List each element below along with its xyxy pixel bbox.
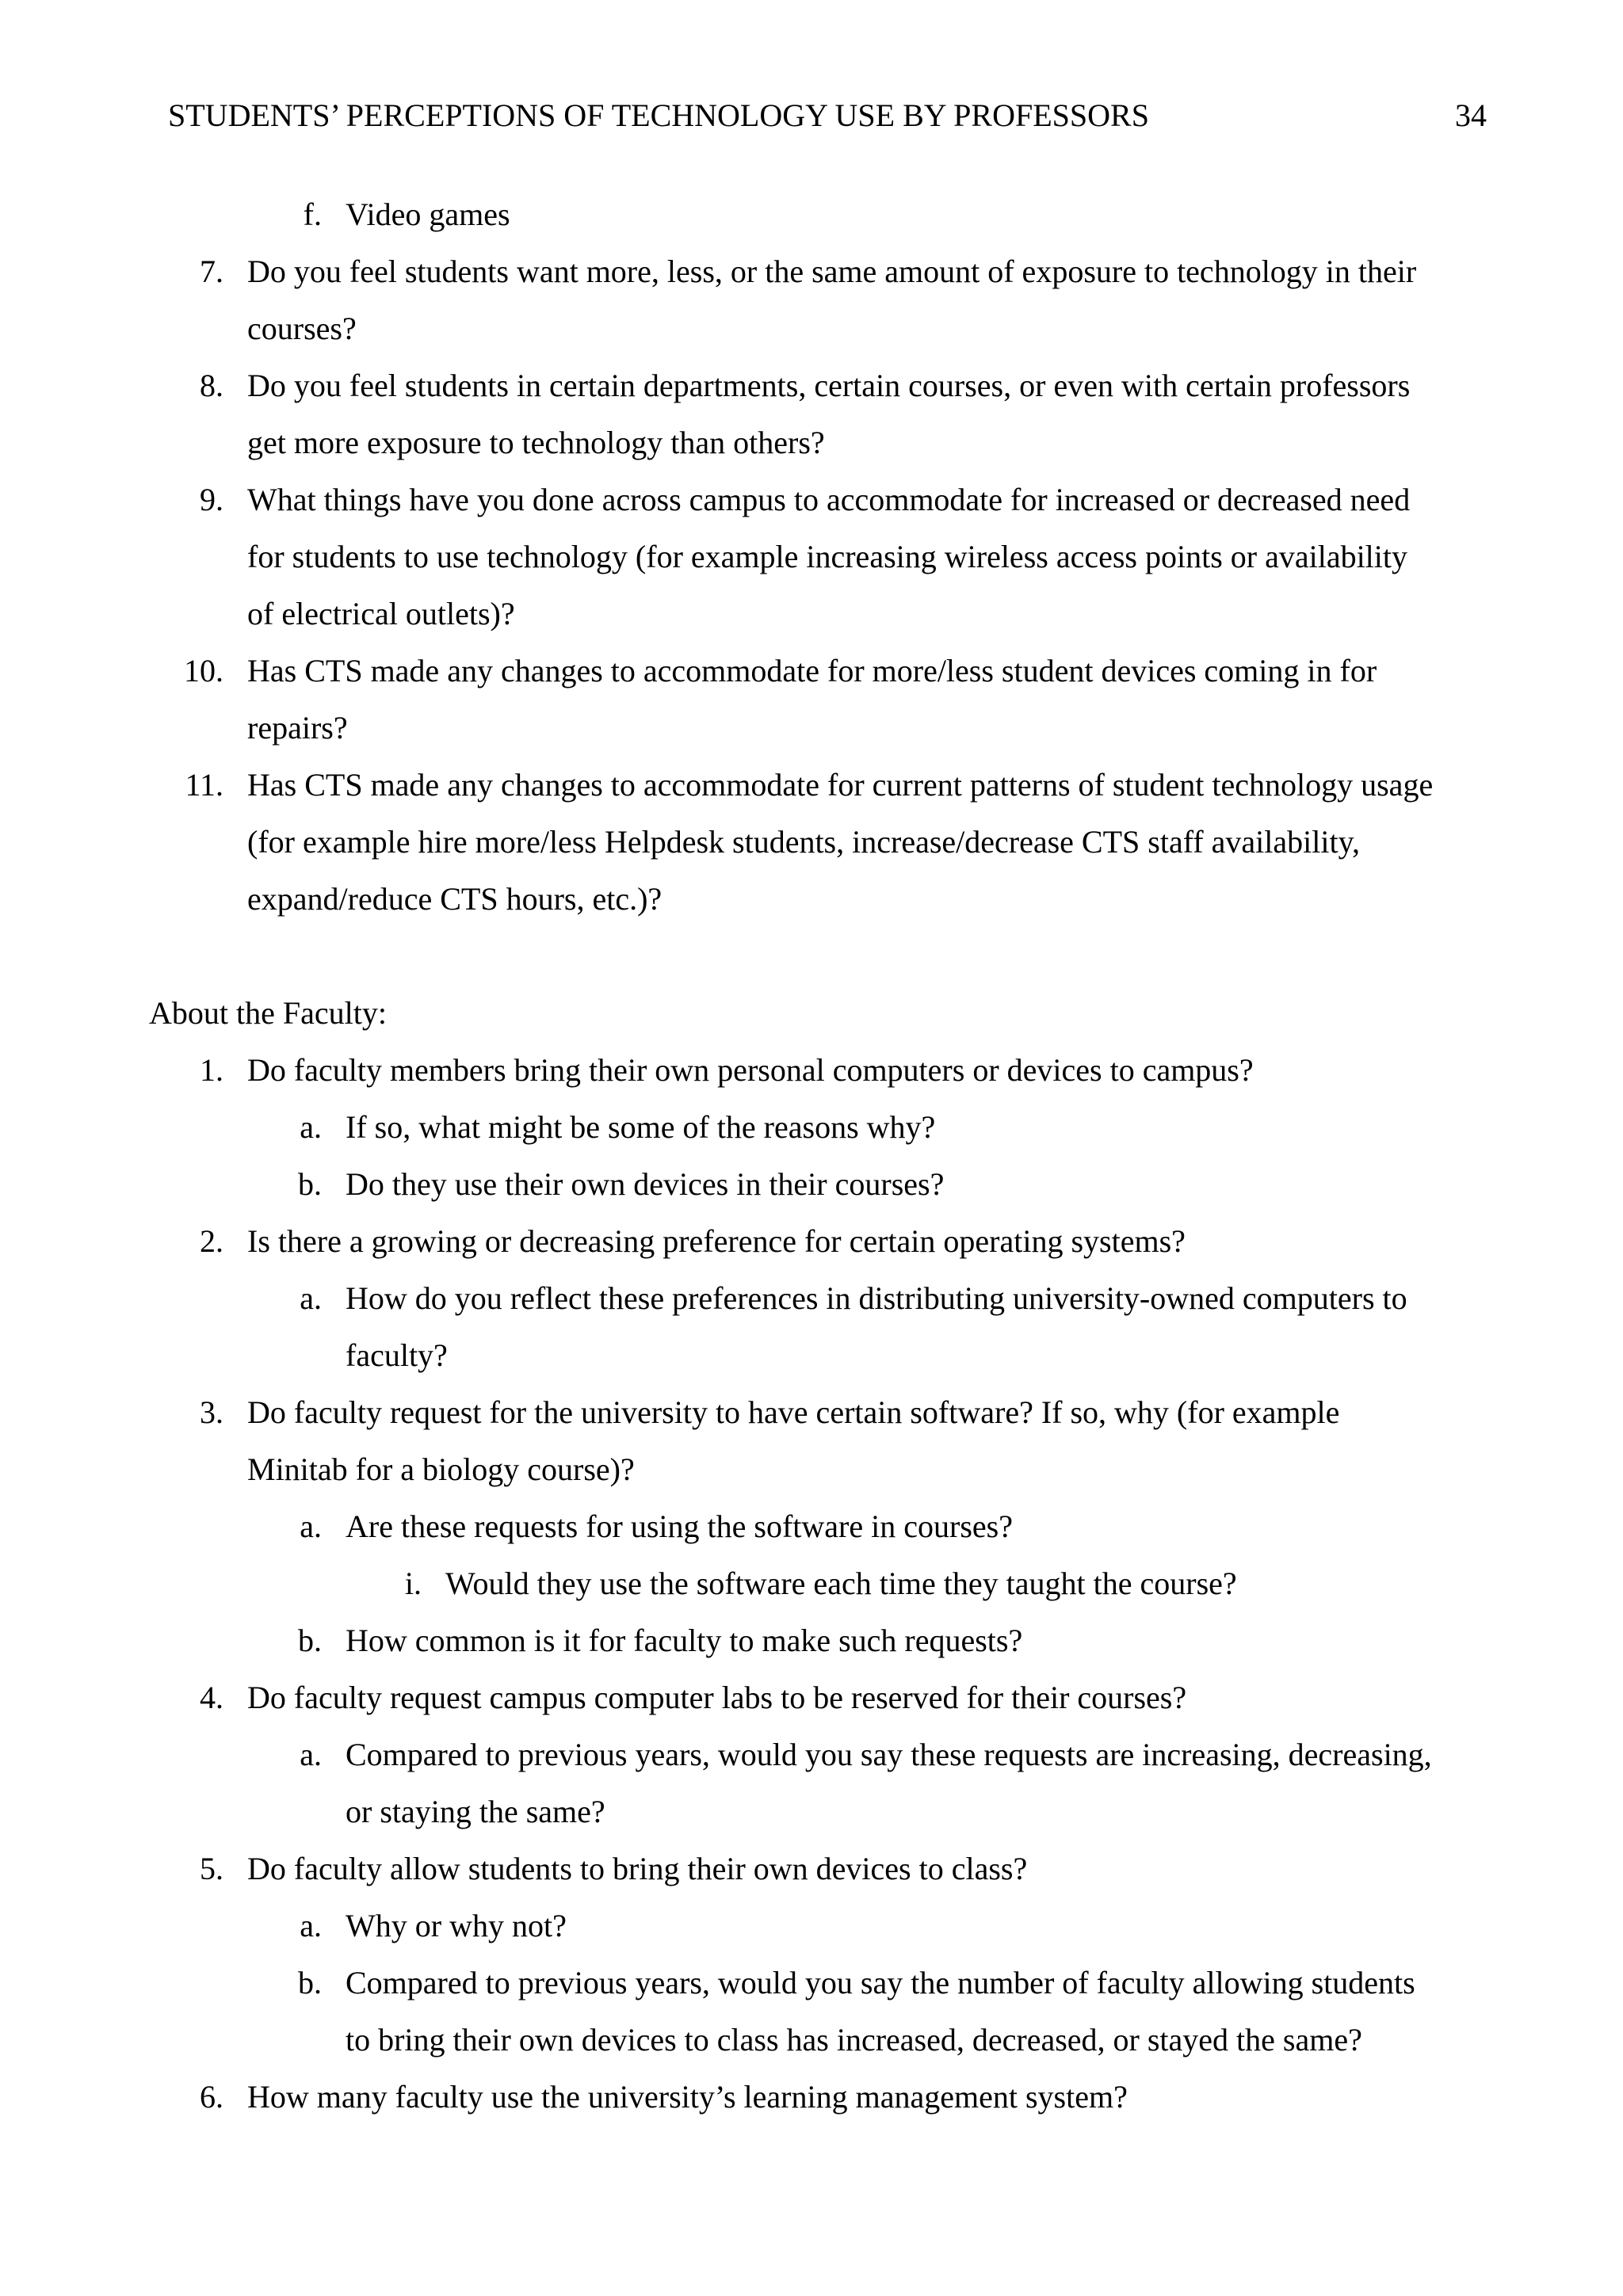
list-item-line [0, 1621, 1623, 1678]
list-item-text: to bring their own devices to class has increased, decreased, or stayed the same? [346, 2022, 1362, 2058]
list-item-text: Are these requests for using the software in courses? [346, 1508, 1013, 1544]
list-marker: b. [298, 1965, 322, 2000]
list-item-text: Video games [346, 196, 510, 232]
list-item-text: Do you feel students in certain departments, certain courses, or even with certain professors [247, 368, 1411, 403]
list-item-line [0, 765, 1623, 822]
list-marker: 3. [200, 1394, 223, 1430]
list-item-text: for students to use technology (for example increasing wireless access points or availability [247, 539, 1408, 574]
list-item-text: courses? [247, 311, 357, 346]
list-marker: 7. [200, 254, 223, 289]
list-item-text: Is there a growing or decreasing preference for certain operating systems? [247, 1223, 1186, 1259]
list-marker: a. [300, 1737, 322, 1772]
list-item-line [0, 1450, 1623, 1507]
running-head: STUDENTS’ PERCEPTIONS OF TECHNOLOGY USE BY PROFESSORS [168, 97, 1149, 133]
page-number: 34 [1455, 97, 1487, 133]
list-marker: b. [298, 1623, 322, 1658]
list-item-line [0, 1792, 1623, 1849]
list-item-text: Has CTS made any changes to accommodate for current patterns of student technology usage [247, 767, 1434, 803]
list-item-line [0, 1165, 1623, 1222]
list-item-line [0, 1393, 1623, 1450]
list-marker: a. [300, 1508, 322, 1544]
list-item-line [0, 1051, 1623, 1108]
list-marker: b. [298, 1166, 322, 1202]
list-item-text: Do faculty request for the university to have certain software? If so, why (for example [247, 1394, 1340, 1430]
list-item-text: If so, what might be some of the reasons why? [346, 1109, 936, 1145]
blank-line [0, 936, 1623, 994]
list-item-line [0, 2077, 1623, 2134]
list-item-line [0, 195, 1623, 252]
list-item-text: expand/reduce CTS hours, etc.)? [247, 881, 663, 917]
list-marker: 4. [200, 1680, 223, 1715]
list-marker: a. [300, 1109, 322, 1145]
list-item-line [0, 1678, 1623, 1735]
list-item-text: Why or why not? [346, 1908, 567, 1943]
list-item-text: repairs? [247, 710, 348, 746]
list-item-text: or staying the same? [346, 1794, 605, 1829]
list-marker: 5. [200, 1851, 223, 1886]
list-item-text: Do faculty members bring their own personal computers or devices to campus? [247, 1052, 1254, 1088]
list-marker: a. [300, 1908, 322, 1943]
list-marker: 6. [200, 2079, 223, 2115]
list-item-text: Do you feel students want more, less, or the same amount of exposure to technology in their [247, 254, 1417, 289]
list-item-text: Do faculty allow students to bring their own devices to class? [247, 1851, 1028, 1886]
page-header [168, 97, 1487, 136]
document-body [0, 195, 1623, 2134]
list-item-line [0, 1564, 1623, 1621]
list-item-line [0, 480, 1623, 537]
section-heading [0, 994, 1623, 1051]
list-marker: 8. [200, 368, 223, 403]
list-item-text: Compared to previous years, would you say these requests are increasing, decreasing, [346, 1737, 1432, 1772]
list-item-line [0, 651, 1623, 708]
list-item-line [0, 2020, 1623, 2077]
list-item-text: (for example hire more/less Helpdesk students, increase/decrease CTS staff availability, [247, 824, 1360, 860]
list-item-text: Do faculty request campus computer labs to be reserved for their courses? [247, 1680, 1187, 1715]
section-heading-text: About the Faculty: [149, 995, 387, 1031]
list-marker: f. [303, 196, 322, 232]
list-item-line [0, 594, 1623, 651]
list-marker: 11. [185, 767, 223, 803]
list-marker: 2. [200, 1223, 223, 1259]
list-item-text: Minitab for a biology course)? [247, 1451, 635, 1487]
list-item-text: How common is it for faculty to make such requests? [346, 1623, 1023, 1658]
list-item-text: Do they use their own devices in their courses? [346, 1166, 945, 1202]
list-marker: i. [404, 1566, 422, 1601]
list-item-text: What things have you done across campus to accommodate for increased or decreased need [247, 482, 1411, 517]
list-item-text: Compared to previous years, would you say the number of faculty allowing students [346, 1965, 1415, 2000]
list-item-line [0, 1222, 1623, 1279]
list-item-line [0, 309, 1623, 366]
list-item-line [0, 1279, 1623, 1336]
list-marker: 1. [200, 1052, 223, 1088]
list-item-line [0, 1108, 1623, 1165]
list-item-line [0, 1336, 1623, 1393]
list-item-text: Would they use the software each time they taught the course? [445, 1566, 1237, 1601]
list-item-text: get more exposure to technology than others? [247, 425, 825, 460]
list-marker: 9. [200, 482, 223, 517]
list-item-line [0, 879, 1623, 936]
list-item-line [0, 252, 1623, 309]
list-item-line [0, 537, 1623, 594]
list-item-text: of electrical outlets)? [247, 596, 515, 631]
list-item-line [0, 1963, 1623, 2020]
list-marker: a. [300, 1280, 322, 1316]
list-item-text: How many faculty use the university’s learning management system? [247, 2079, 1128, 2115]
list-item-line [0, 1507, 1623, 1564]
list-item-line [0, 1849, 1623, 1906]
list-item-line [0, 366, 1623, 423]
list-item-line [0, 708, 1623, 765]
list-item-text: How do you reflect these preferences in distributing university-owned computers to [346, 1280, 1407, 1316]
list-item-line [0, 1906, 1623, 1963]
list-item-line [0, 1735, 1623, 1792]
list-item-text: Has CTS made any changes to accommodate for more/less student devices coming in for [247, 653, 1377, 688]
list-item-line [0, 822, 1623, 879]
list-item-line [0, 423, 1623, 480]
list-item-text: faculty? [346, 1337, 448, 1373]
list-marker: 10. [184, 653, 223, 688]
